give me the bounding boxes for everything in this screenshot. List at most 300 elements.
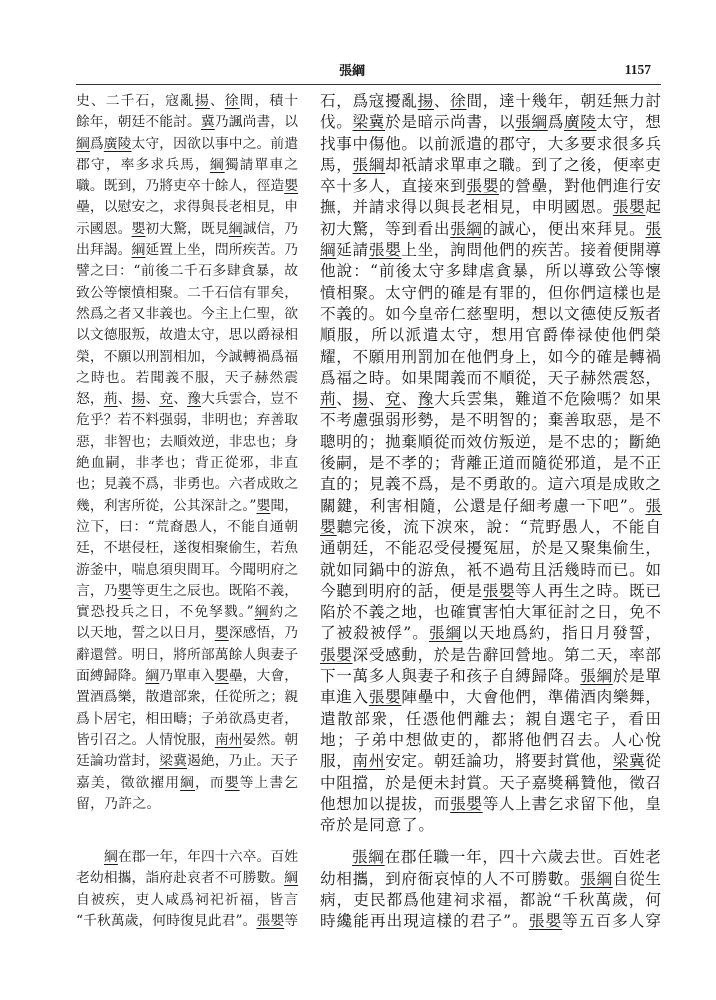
text-line <box>76 868 298 889</box>
text-line <box>320 687 661 708</box>
line-text <box>76 219 298 240</box>
line-text <box>76 602 299 623</box>
text-line <box>76 751 298 772</box>
text-line <box>76 112 298 133</box>
text-run: 下一萬多人與妻子和孩子自縛歸降。 <box>320 667 581 686</box>
text-run: 起 <box>645 198 662 217</box>
text-line <box>76 709 298 730</box>
translation-column <box>320 91 661 933</box>
proper-name: 張綱 <box>352 155 386 174</box>
paragraph <box>320 91 661 836</box>
text-run: 深感悟，乃 <box>228 625 299 642</box>
line-text <box>76 432 298 453</box>
text-run: 石，爲寇擾亂 <box>320 92 418 110</box>
text-run: 廷，不堪侵枉，遂復相聚偷生，若魚 <box>76 540 299 557</box>
line-text <box>76 890 299 911</box>
paragraph <box>320 847 661 932</box>
text-run: 幾，利害所從，公其深計之。” <box>76 497 257 514</box>
text-run: 誠信，乃 <box>242 220 299 237</box>
text-run: 等 <box>284 912 299 929</box>
text-run: 太守，因欲以事中之。前遣 <box>131 135 299 152</box>
line-text <box>76 538 298 559</box>
text-run: 以天地，誓之以日月， <box>76 625 215 642</box>
text-line <box>76 645 298 666</box>
line-text <box>320 432 662 453</box>
text-run: 找事中傷他。以前派遣的郡守，大多要求很多兵 <box>320 134 662 153</box>
text-line <box>320 709 661 730</box>
proper-name: 荊 <box>103 391 118 408</box>
text-line <box>320 134 661 155</box>
proper-name: 揚 <box>352 390 369 409</box>
text-line <box>76 890 298 911</box>
text-run: 老幼相攜，詣府赴哀者不可勝數。 <box>76 870 285 887</box>
line-text <box>320 709 663 730</box>
proper-name: 張綱 <box>450 219 483 238</box>
text-line <box>76 581 298 602</box>
line-text <box>320 538 662 559</box>
text-run: 以天地爲約，指日月發誓， <box>462 624 663 643</box>
line-text <box>76 453 299 474</box>
text-line <box>76 794 298 815</box>
text-line <box>76 304 298 325</box>
text-run: 乃單車入 <box>159 668 215 685</box>
text-run: 絶血嗣，非孝也；背正從邪，非直 <box>76 455 300 472</box>
text-run: 然爲之者又非義也。今主上仁聖，欲 <box>76 305 299 322</box>
text-run: 時纔能再出現這樣的君子”。 <box>320 912 529 931</box>
text-line <box>320 347 661 368</box>
text-run: 也；見義不爲，非勇也。六者成敗之 <box>76 476 299 493</box>
text-run: 壘，以慰安之，求得與長老相見，申 <box>76 199 299 216</box>
text-line <box>320 240 661 261</box>
text-line <box>76 347 298 368</box>
text-line <box>320 560 661 581</box>
text-run: 爲福之時。如果聞義而不順從，天子赫然震怒， <box>320 368 662 387</box>
proper-name: 梁冀 <box>352 113 386 132</box>
proper-name: 梁冀 <box>159 753 188 770</box>
line-text <box>320 911 662 932</box>
text-run: 幼相攜，到府衙哀悼的人不可勝數。 <box>320 869 581 888</box>
line-text <box>76 730 298 751</box>
text-run: 撫，并請求得以與長老相見，申明國恩。 <box>320 198 613 217</box>
text-run: 中阻擋，於是便未封賞。天子嘉獎稱贊他，徵召 <box>320 773 662 792</box>
text-run: 面縛歸降。 <box>76 668 146 685</box>
proper-name: 綱 <box>180 774 195 791</box>
text-line <box>320 869 661 890</box>
text-run: 譬之曰：“前後二千石多肆貪暴，故 <box>76 263 299 280</box>
proper-name: 徐 <box>450 92 467 110</box>
line-text <box>76 197 298 218</box>
text-run: 地；子弟中想做吏的，都將他們召去。人心悅 <box>320 730 663 749</box>
proper-name: 廣陵 <box>563 113 597 132</box>
text-line <box>76 197 298 218</box>
text-run: 乃諷尚書，以 <box>214 114 299 131</box>
text-line <box>320 261 661 282</box>
line-text <box>320 602 662 623</box>
line-text <box>76 911 298 932</box>
line-text <box>320 751 662 772</box>
line-text <box>320 496 662 517</box>
line-text <box>76 283 298 304</box>
text-run: 晏然。朝 <box>242 731 299 748</box>
proper-name: 豫 <box>187 391 201 408</box>
text-line <box>320 645 661 666</box>
text-run: 間，積十 <box>239 93 300 109</box>
line-text <box>320 794 662 815</box>
line-text <box>352 847 662 868</box>
text-run: 陣壘中，大會他們，準備酒肉樂舞， <box>401 688 662 707</box>
proper-name: 嬰 <box>256 497 271 514</box>
text-run: 餘年，朝廷不能討。 <box>76 114 201 131</box>
proper-name: 豫 <box>417 390 434 409</box>
text-run: 言，乃 <box>76 582 118 599</box>
text-run: 遏絶，乃止。天子 <box>187 753 299 770</box>
text-line <box>76 517 298 538</box>
text-run: 却祇請求單車之職。到了之後，便率吏 <box>385 155 662 174</box>
proper-name: 綱 <box>104 849 118 866</box>
text-run: 職。既到，乃將吏卒十餘人，徑造 <box>76 178 285 195</box>
text-line <box>320 112 661 133</box>
text-run: 直的；見義不爲，是不勇敢的。這六項是成敗之 <box>320 475 662 494</box>
line-text <box>76 645 298 666</box>
proper-name: 嬰 <box>224 774 240 791</box>
text-run: 延請 <box>336 241 369 260</box>
text-line <box>320 911 661 932</box>
text-line <box>76 176 298 197</box>
proper-name: 綱 <box>284 870 299 887</box>
text-line <box>76 847 298 868</box>
paragraph <box>76 91 298 815</box>
line-text <box>76 112 298 133</box>
text-run: 間，達十幾年，朝廷無力討 <box>466 92 662 110</box>
text-line <box>320 325 661 346</box>
line-text <box>320 283 662 304</box>
text-run: 置酒爲樂，散遣部衆，任從所之；親 <box>76 689 299 706</box>
text-run: 等人再生之時。既已 <box>515 581 662 600</box>
text-line <box>76 134 298 155</box>
line-text <box>76 581 298 602</box>
text-run: 等人上書乞求留下他，皇 <box>482 794 662 813</box>
text-run: 太守，想 <box>596 113 662 132</box>
proper-name: 嬰 <box>131 220 146 237</box>
line-text <box>76 325 298 346</box>
text-run: 實恐投兵之日，不免孥戮。” <box>76 604 255 621</box>
proper-name: 嬰 <box>214 668 229 685</box>
text-line <box>320 666 661 687</box>
text-run: 、 <box>401 390 418 409</box>
text-run: 不義的。如今皇帝仁慈聖明，想以文德使反叛者 <box>320 304 662 323</box>
line-text <box>320 197 662 218</box>
line-text <box>320 474 662 495</box>
text-run: 的誠心，便出來拜見。 <box>482 219 646 238</box>
line-text <box>76 389 298 410</box>
line-text <box>76 709 298 730</box>
proper-name: 廣陵 <box>103 135 132 152</box>
text-line <box>320 219 661 240</box>
line-text <box>320 410 662 431</box>
text-line <box>76 496 298 517</box>
text-run: 爲卜居宅，相田疇；子弟欲爲吏者， <box>76 710 299 727</box>
text-run: ，而 <box>194 774 225 791</box>
text-line <box>76 283 298 304</box>
text-line <box>320 517 661 538</box>
text-run: 榮，不願以刑罰相加，今誠轉禍爲福 <box>76 348 299 365</box>
proper-name: 梁冀 <box>612 752 646 771</box>
text-line <box>320 773 661 794</box>
text-line <box>76 687 298 708</box>
text-run: 他說：“前後太守多肆虐貪暴，所以導致公等懷 <box>320 262 663 281</box>
text-run: 不考慮强弱形勢，是不明智的；棄善取惡，是不 <box>320 411 662 430</box>
text-line <box>76 91 298 112</box>
proper-name: 張嬰 <box>612 198 646 217</box>
line-text <box>76 794 161 815</box>
text-run: 廷論功當封， <box>76 753 160 770</box>
text-run: 於是暗示尚書，以 <box>385 113 516 132</box>
line-text <box>76 868 298 889</box>
text-run: 初大驚，既見 <box>145 220 229 237</box>
line-text <box>320 890 662 911</box>
running-title: 張綱 <box>338 64 365 79</box>
text-line <box>76 730 298 751</box>
line-text <box>320 91 662 112</box>
line-text <box>320 815 435 836</box>
text-line <box>320 751 661 772</box>
line-text <box>320 687 662 708</box>
line-text <box>104 847 298 868</box>
text-run: 伐。 <box>320 113 353 132</box>
text-line <box>320 602 661 623</box>
text-run: 爲 <box>89 135 104 152</box>
line-text <box>76 687 298 708</box>
text-line <box>76 623 298 644</box>
proper-name: 綱 <box>209 156 225 173</box>
text-run: 遣散部衆，任憑他們離去；親自選宅子，看田 <box>320 709 663 728</box>
text-run: 車進入 <box>320 688 369 707</box>
line-text <box>320 112 662 133</box>
text-run: 獨請單車之 <box>224 156 300 173</box>
text-line <box>320 730 661 751</box>
text-run: 於是單 <box>612 667 662 686</box>
line-text <box>320 623 662 644</box>
text-run: 病，吏民都爲他建祠求福，都說“千秋萬歲，何 <box>320 890 663 909</box>
proper-name: 綱 <box>131 242 146 259</box>
text-line <box>76 410 298 431</box>
text-run: 郡守，率多求兵馬， <box>76 156 210 173</box>
text-run: 危乎？若不料强弱，非明也；弃善取 <box>76 412 299 429</box>
text-line <box>320 197 661 218</box>
text-run: 惡，非智也；去順效逆，非忠也；身 <box>76 433 299 450</box>
line-text <box>320 517 662 538</box>
text-line <box>76 389 298 410</box>
header-rule <box>76 84 661 85</box>
text-run: 皆引召之。人情悅服， <box>76 731 215 748</box>
text-run: 了被殺被俘”。 <box>320 624 429 643</box>
text-line <box>76 261 298 282</box>
proper-name: 兗 <box>385 390 402 409</box>
text-run: 、 <box>336 390 353 409</box>
text-run: 後嗣，是不孝的；背離正道而隨從邪道，是不正 <box>320 454 662 473</box>
text-line <box>320 368 661 389</box>
proper-name: 南州 <box>214 731 243 748</box>
text-run: 帝於是同意了。 <box>320 816 435 835</box>
text-line <box>76 538 298 559</box>
line-text <box>76 261 299 282</box>
text-run: 聽完後，流下淚來，說：“荒野愚人，不能自 <box>336 517 663 536</box>
proper-name: 張綱 <box>580 667 613 686</box>
text-run: 在郡一年，年四十六卒。百姓 <box>117 849 299 866</box>
text-run: 安定。朝廷論功，將要封賞他， <box>385 752 613 771</box>
proper-name: 嬰 <box>214 625 229 642</box>
text-run: 通朝廷，不能忍受侵擾冤屈，於是又聚集偷生， <box>320 539 662 558</box>
text-run: 示國恩。 <box>76 220 132 237</box>
line-text <box>76 560 298 581</box>
text-run: 關鍵，利害相隨，公還是仔細考慮一下吧”。 <box>320 496 646 515</box>
text-run: 的營壘，對他們進行安 <box>498 177 662 196</box>
text-run: “千秋萬歲，何時復見此君”。 <box>76 912 257 929</box>
text-line <box>320 581 661 602</box>
line-text <box>320 325 663 346</box>
line-text <box>76 155 299 176</box>
text-run: 大兵雲合，豈不 <box>201 391 299 408</box>
page-number: 1157 <box>624 62 651 77</box>
text-run: 、 <box>173 391 188 408</box>
text-run: 聰明的；拋棄順從而效仿叛逆，是不忠的；斷絶 <box>320 432 662 451</box>
text-line <box>320 496 661 517</box>
text-line <box>320 389 661 410</box>
text-run: 泣下，曰：“荒裔愚人，不能自通朝 <box>76 518 299 535</box>
proper-name: 張嬰 <box>320 645 353 664</box>
text-run: 自從生 <box>612 869 662 888</box>
text-run: 從 <box>645 752 662 771</box>
line-text <box>320 304 662 325</box>
text-line <box>320 91 661 112</box>
line-text <box>76 347 298 368</box>
line-text <box>320 261 662 282</box>
proper-name: 綱 <box>145 668 160 685</box>
text-line <box>320 410 661 431</box>
proper-name: 張嬰 <box>368 688 402 707</box>
text-run: 順服，所以派遣太守，想用官爵俸禄使他們榮 <box>320 326 663 345</box>
proper-name: 嬰 <box>284 178 299 195</box>
proper-name: 綱 <box>320 241 337 260</box>
line-text <box>76 304 298 325</box>
proper-name: 嬰 <box>117 582 132 599</box>
text-line <box>76 240 298 261</box>
line-text <box>76 134 298 155</box>
line-text <box>320 389 662 410</box>
text-run: 之時也。若聞義不服，天子赫然震 <box>76 369 300 386</box>
proper-name: 荊 <box>320 390 337 409</box>
text-run: 辭還營。明日，將所部萬餘人與妻子 <box>76 646 299 663</box>
line-text <box>320 581 662 602</box>
text-run: 、 <box>368 390 386 409</box>
text-run: 留，乃許之。 <box>76 795 161 812</box>
proper-name: 南州 <box>352 752 386 771</box>
line-text <box>76 517 299 538</box>
text-line <box>76 911 298 932</box>
text-line <box>76 219 298 240</box>
text-run: 、 <box>145 391 160 408</box>
text-run: 游釜中，喘息須臾間耳。今聞明府之 <box>76 561 299 578</box>
text-run: 大兵雲集，難道不危險嗎？如果 <box>433 390 662 409</box>
text-line <box>76 368 298 389</box>
proper-name: 張 <box>645 496 663 515</box>
line-text <box>76 240 298 261</box>
text-run: 上坐，詢問他們的疾苦。接着便開導 <box>401 241 662 260</box>
line-text <box>76 496 298 517</box>
proper-name: 揚 <box>131 391 146 408</box>
classical-text-column <box>76 91 298 932</box>
text-run: 致公等懷憤相聚。二千石信有罪矣， <box>76 284 299 301</box>
text-line <box>320 453 661 474</box>
proper-name: 張綱 <box>515 113 548 132</box>
text-line <box>76 432 298 453</box>
text-run: 自被疾，吏人咸爲祠祀祈福，皆言 <box>76 891 300 908</box>
line-text <box>76 751 298 772</box>
text-run: 延置上坐，問所疾苦。乃 <box>145 242 299 259</box>
line-text <box>320 240 662 261</box>
line-text <box>76 368 299 389</box>
line-text <box>320 347 662 368</box>
proper-name: 綱 <box>228 220 243 237</box>
text-line <box>320 538 661 559</box>
text-line <box>320 432 661 453</box>
text-run: 卒十多人，直接來到 <box>320 177 467 196</box>
text-run: 、 <box>117 391 132 408</box>
proper-name: 張嬰 <box>450 794 483 813</box>
text-run: 怒， <box>76 391 104 408</box>
line-text <box>320 176 662 197</box>
proper-name: 張嬰 <box>256 912 285 929</box>
text-run: 等五百多人穿 <box>562 912 663 931</box>
text-run: 出拜謁。 <box>76 242 132 259</box>
line-text <box>76 773 299 794</box>
proper-name: 揚 <box>194 93 210 109</box>
text-run: 聞， <box>270 497 299 514</box>
text-run: 就如同鍋中的游魚，衹不過苟且活幾時而已。如 <box>320 560 662 579</box>
line-text <box>320 730 663 751</box>
proper-name: 綱 <box>76 135 90 152</box>
proper-name: 張嬰 <box>466 177 499 196</box>
text-line <box>320 155 661 176</box>
text-line <box>320 474 661 495</box>
proper-name: 張綱 <box>428 624 463 643</box>
proper-name: 兗 <box>159 391 174 408</box>
proper-name: 張嬰 <box>482 581 516 600</box>
text-line <box>76 453 298 474</box>
line-text <box>76 623 298 644</box>
line-text <box>320 368 662 389</box>
text-line <box>76 773 298 794</box>
proper-name: 張綱 <box>580 869 613 888</box>
proper-name: 徐 <box>224 93 240 109</box>
proper-name: 揚 <box>417 92 434 110</box>
text-line <box>320 890 661 911</box>
text-line <box>320 176 661 197</box>
paragraph <box>76 847 298 932</box>
text-line <box>320 847 661 868</box>
text-run: 壘，大會， <box>228 668 299 685</box>
text-run: 、 <box>209 93 225 109</box>
text-run: 等上書乞 <box>239 774 300 791</box>
text-run: 耀，不願用刑罰加在他們身上，如今的確是轉禍 <box>320 347 662 366</box>
proper-name: 嬰 <box>320 517 337 536</box>
proper-name: 張嬰 <box>528 912 563 931</box>
text-run: 嘉美，徵欲擢用 <box>76 774 181 791</box>
text-line <box>76 560 298 581</box>
proper-name: 綱 <box>254 604 270 621</box>
line-text <box>320 134 662 155</box>
text-run: 等更生之辰也。既陷不義， <box>131 582 299 599</box>
